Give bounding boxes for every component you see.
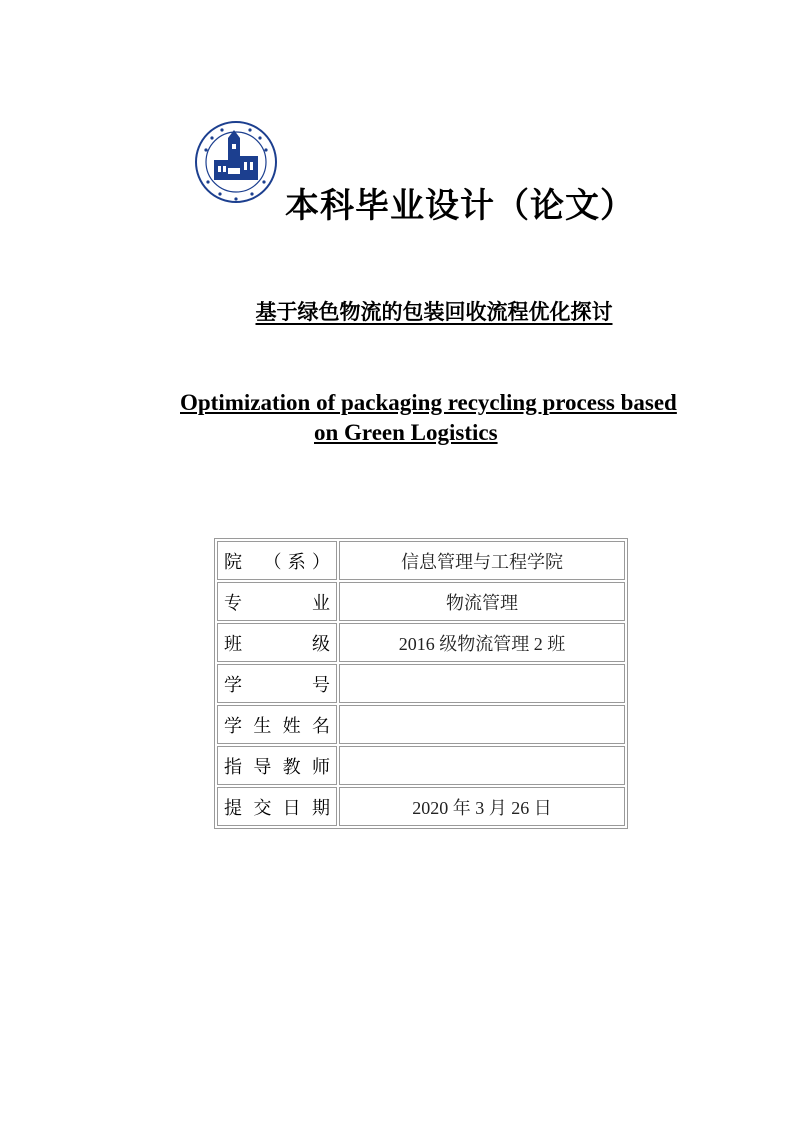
advisor-label: 指导教师 — [217, 746, 337, 785]
thesis-title-english — [180, 388, 700, 448]
table-row — [217, 705, 625, 744]
table-row — [217, 582, 625, 621]
major-label: 专 业 — [217, 582, 337, 621]
thesis-title-chinese-text: 基于绿色物流的包装回收流程优化探讨 — [255, 300, 613, 324]
student-name-label: 学生姓名 — [217, 705, 337, 744]
thesis-title-english-line1: Optimization of packaging recycling process based — [180, 390, 677, 415]
class-value: 2016 级物流管理 2 班 — [339, 623, 625, 662]
department-label: 院 （系） — [217, 541, 337, 580]
department-value: 信息管理与工程学院 — [339, 541, 625, 580]
student-id-label: 学 号 — [217, 664, 337, 703]
student-id-value — [339, 664, 625, 703]
thesis-title-chinese — [0, 296, 793, 326]
document-type-title: 本科毕业设计（论文） — [285, 186, 635, 226]
advisor-value — [339, 746, 625, 785]
student-name-value — [339, 705, 625, 744]
table-row — [217, 541, 625, 580]
table-row — [217, 746, 625, 785]
submission-date-value: 2020 年 3 月 26 日 — [339, 787, 625, 826]
table-row — [217, 664, 625, 703]
major-value: 物流管理 — [339, 582, 625, 621]
university-seal-logo — [192, 120, 280, 204]
submission-date-label: 提交日期 — [217, 787, 337, 826]
table-row — [217, 787, 625, 826]
table-row — [217, 623, 625, 662]
thesis-title-english-line2: on Green Logistics — [314, 420, 498, 445]
class-label: 班 级 — [217, 623, 337, 662]
student-info-table — [214, 538, 628, 829]
